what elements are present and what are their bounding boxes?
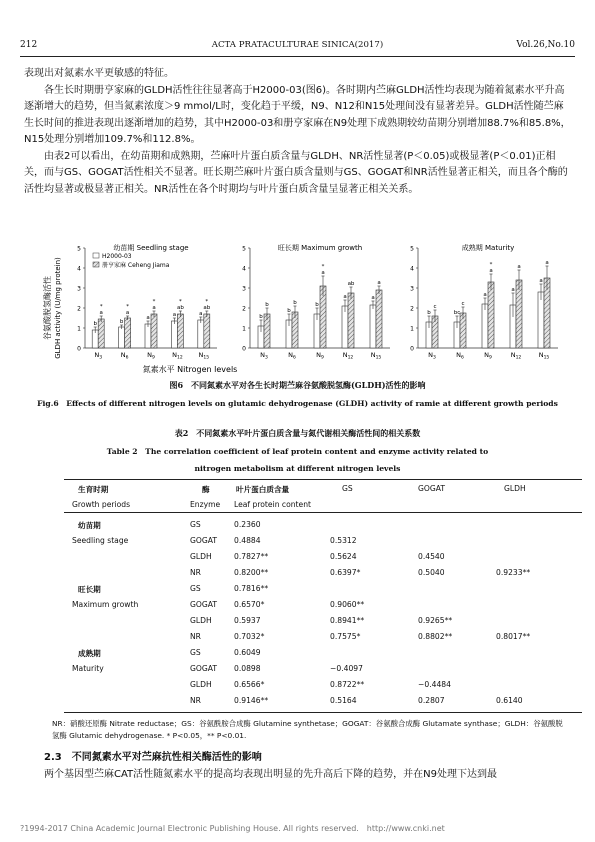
y-tick-label: 5: [242, 245, 246, 253]
gldh-bar-charts: [40, 236, 560, 376]
cell-protein: 0.2360: [234, 520, 261, 529]
cell-gldh: 0.9233**: [496, 568, 531, 577]
y-tick-label: 2: [242, 305, 246, 313]
th-protein-cn: 叶片蛋白质含量: [236, 485, 290, 494]
body-text-top: [24, 66, 572, 198]
y-tick-label: 0: [242, 345, 246, 353]
significance-label: a: [511, 287, 515, 293]
cell-enzyme: GOGAT: [190, 600, 217, 609]
legend-label: H2000-03: [102, 253, 132, 260]
significance-label: b: [265, 302, 269, 308]
cell-protein: 0.0898: [234, 664, 261, 673]
significance-label: a: [199, 311, 203, 317]
table-row: [64, 628, 582, 644]
bar: [198, 320, 204, 348]
table-row: [64, 580, 582, 596]
cell-gs: 0.9060**: [330, 600, 365, 609]
cell-period: 成熟期: [78, 649, 101, 658]
journal-name: ACTA PRATACULTURAE SINICA(2017): [211, 40, 384, 50]
cell-gs: 0.6397*: [330, 568, 361, 577]
table-row: [64, 660, 582, 676]
significance-label: b: [287, 308, 291, 314]
page-number: 212: [20, 40, 38, 50]
significance-label: a: [99, 310, 103, 316]
table-header-rule: [64, 512, 582, 513]
table-body: [64, 516, 582, 708]
table-note-line-1: NR：硝酸还原酶 Nitrate reductase；GS：谷氨酰胺合成酶 Glutamine synthetase；GOGAT：谷氨酸合成酶 Glutamate synthase；GLDH：谷氨酸脱: [52, 719, 563, 728]
th-gs: GS: [342, 484, 353, 493]
bar: [98, 319, 104, 348]
table-row: [64, 548, 582, 564]
significance-label: a: [489, 268, 493, 274]
y-tick-label: 3: [410, 285, 414, 293]
significance-label: *: [321, 264, 325, 270]
panel-title: 成熟期 Maturity: [461, 244, 515, 252]
figure-caption-cn: 图6 不同氮素水平对各生长时期苎麻谷氨酸脱氢酶(GLDH)活性的影响: [169, 380, 426, 390]
significance-label: c: [433, 304, 437, 310]
significance-label: *: [99, 304, 103, 310]
y-axis-label-cn: 谷氨酸脱氢酶活性: [43, 276, 52, 340]
th-enzyme-cn: 酶: [202, 485, 210, 494]
copyright-footer: ?1994-2017 China Academic Journal Electronic Publishing House. All rights reserved. http://www.cnki.net: [20, 824, 445, 833]
x-tick-label: $N_9$: [147, 351, 155, 361]
table-row: [64, 612, 582, 628]
bar: [204, 314, 210, 348]
x-tick-label: $N_3$: [260, 351, 268, 361]
panel-title: 旺长期 Maximum growth: [277, 244, 363, 252]
section-title: 不同氮素水平对苎麻抗性相关酶活性的影响: [71, 752, 262, 763]
table-2: [64, 480, 582, 708]
significance-label: b: [315, 302, 319, 308]
table-title-cn: 表2 不同氮素水平叶片蛋白质含量与氮代谢相关酶活性间的相关系数: [174, 428, 421, 438]
bar: [119, 327, 125, 348]
header-rule: [20, 56, 575, 57]
significance-label: a: [539, 278, 543, 284]
y-tick-label: 1: [242, 325, 246, 333]
table-title-en-2: nitrogen metabolism at different nitrogen levels: [194, 464, 401, 473]
significance-label: a: [371, 295, 375, 301]
y-tick-label: 3: [77, 285, 81, 293]
significance-label: a: [545, 260, 549, 266]
cell-gldh: 0.6140: [496, 696, 523, 705]
panel-title: 幼苗期 Seedling stage: [113, 244, 189, 252]
y-tick-label: 3: [242, 285, 246, 293]
table-row: [64, 644, 582, 660]
cell-protein: 0.7032*: [234, 632, 265, 641]
bar: [145, 324, 151, 348]
bar: [348, 293, 354, 348]
cell-period: 幼苗期: [78, 521, 101, 530]
significance-label: ab: [176, 305, 184, 311]
cell-gs: 0.7575*: [330, 632, 361, 641]
significance-label: *: [126, 304, 129, 310]
cell-gogat: 0.4540: [418, 552, 445, 561]
cell-enzyme: GOGAT: [190, 536, 217, 545]
bar: [125, 318, 131, 348]
cell-enzyme: GLDH: [190, 616, 212, 625]
cell-gogat: 0.9265**: [418, 616, 453, 625]
cell-period: Maximum growth: [72, 600, 139, 609]
x-tick-label: $N_{15}$: [370, 351, 382, 361]
significance-label: *: [152, 299, 156, 305]
volume-issue: Vol.26,No.10: [516, 40, 575, 50]
y-tick-label: 0: [410, 345, 414, 353]
cell-enzyme: GS: [190, 520, 201, 529]
legend-swatch: [93, 253, 99, 258]
th-period-en: Growth periods: [72, 500, 131, 509]
y-tick-label: 0: [77, 345, 81, 353]
cell-gogat: 0.5040: [418, 568, 445, 577]
significance-label: b: [259, 314, 263, 320]
legend-label: 册亨家麻 Ceheng Jiama: [102, 262, 170, 269]
significance-label: b: [93, 321, 97, 327]
y-tick-label: 1: [77, 325, 81, 333]
bar: [342, 306, 348, 348]
table-header-row-cn: [64, 480, 582, 496]
th-gldh: GLDH: [504, 484, 526, 493]
significance-label: a: [343, 294, 347, 300]
cell-enzyme: GS: [190, 584, 201, 593]
cell-gldh: 0.8017**: [496, 632, 531, 641]
cell-enzyme: NR: [190, 632, 201, 641]
cell-enzyme: GLDH: [190, 680, 212, 689]
significance-label: b: [293, 300, 297, 306]
significance-label: a: [321, 270, 325, 276]
cell-enzyme: NR: [190, 696, 201, 705]
table-row: [64, 564, 582, 580]
cell-protein: 0.7827**: [234, 552, 269, 561]
x-tick-label: $N_9$: [316, 351, 324, 361]
significance-label: *: [179, 299, 182, 305]
cell-period: Maturity: [72, 664, 104, 673]
cell-protein: 0.6566*: [234, 680, 265, 689]
bar: [516, 280, 522, 348]
table-title-en-1: Table 2 The correlation coefficient of leaf protein content and enzyme activity related to: [106, 447, 489, 456]
table-row: [64, 596, 582, 612]
figure-6: [40, 236, 560, 376]
x-tick-label: $N_6$: [288, 351, 296, 361]
x-axis-label: 氮素水平 Nitrogen levels: [142, 365, 238, 374]
cell-gs: 0.5164: [330, 696, 357, 705]
bar: [482, 304, 488, 348]
x-tick-label: $N_{12}$: [342, 351, 354, 361]
legend-swatch: [93, 262, 99, 267]
significance-label: a: [483, 292, 487, 298]
x-tick-label: $N_{12}$: [510, 351, 522, 361]
cell-protein: 0.9146**: [234, 696, 269, 705]
cell-enzyme: GOGAT: [190, 664, 217, 673]
x-tick-label: $N_3$: [94, 351, 103, 361]
cell-enzyme: GS: [190, 648, 201, 657]
x-tick-label: $N_6$: [120, 351, 129, 361]
cell-period: Seedling stage: [72, 536, 129, 545]
significance-label: a: [517, 264, 521, 270]
table-bottom-rule: [64, 712, 582, 713]
significance-label: *: [205, 299, 209, 305]
y-tick-label: 2: [410, 305, 414, 313]
y-tick-label: 4: [242, 265, 246, 273]
cell-gs: 0.5312: [330, 536, 357, 545]
y-tick-label: 5: [77, 245, 81, 253]
x-tick-label: $N_{15}$: [538, 351, 550, 361]
significance-label: c: [461, 301, 465, 307]
cell-protein: 0.7816**: [234, 584, 269, 593]
bar: [370, 305, 376, 348]
y-tick-label: 2: [77, 305, 81, 313]
last-paragraph: 两个基因型苎麻CAT活性随氮素水平的提高均表现出明显的先升高后下降的趋势，并在N9处理下达到最: [44, 769, 497, 780]
section-heading: [44, 748, 262, 763]
significance-label: *: [489, 262, 493, 268]
paragraph-2: 各生长时期册亨家麻的GLDH活性往往显著高于H2000-03(图6)。各时期内苎麻GLDH活性均表现为随着氮素水平升高逐渐增大的趋势，但当氮素浓度＞9 mmol/L时，变化趋于平缓，N9、N12和N15处理间没有显著差异。GLDH活性随苎麻生长时间的推进表现出逐渐增加的趋势，其中H2000-03和册亨家麻在N9处理下成熟期较幼苗期分别增加88.7%和85.8%，N15处理分别增加109.7%和112.8%。: [24, 84, 571, 145]
cell-protein: 0.5937: [234, 616, 261, 625]
y-axis-label-en: GLDH activity (U/mg protein): [54, 257, 62, 359]
running-header: [20, 40, 575, 54]
th-protein-en: Leaf protein content: [234, 500, 311, 509]
table-row: [64, 676, 582, 692]
cell-enzyme: GLDH: [190, 552, 212, 561]
table-header-row-en: [64, 496, 582, 512]
cell-protein: 0.6570*: [234, 600, 265, 609]
cell-gs: 0.8722**: [330, 680, 365, 689]
table-row: [64, 532, 582, 548]
significance-label: b: [119, 319, 124, 325]
bar: [376, 290, 382, 348]
table-note-line-2: 氢酶 Glutamic dehydrogenase. * P<0.05，** P<0.01.: [52, 731, 247, 740]
paragraph-3: 由表2可以看出，在幼苗期和成熟期，苎麻叶片蛋白质含量与GLDH、NR活性显著(P＜0.05)或极显著(P＜0.01)正相关，而与GS、GOGAT活性相关不显著。旺长期苎麻叶片蛋白质含量则与GS、GOGAT和NR活性显著正相关，而且各个酶的活性均显著或极显著正相关。NR活性在各个时期均与叶片蛋白质含量呈显著正相关关系。: [24, 150, 568, 195]
th-gogat: GOGAT: [418, 484, 445, 493]
figure-caption-en: Fig.6 Effects of different nitrogen levels on glutamic dehydrogenase (GLDH) activity of ramie at different growth periods: [37, 399, 558, 408]
cell-protein: 0.8200**: [234, 568, 269, 577]
x-tick-label: $N_9$: [484, 351, 492, 361]
bar: [488, 282, 494, 348]
significance-label: a: [125, 310, 130, 316]
significance-label: ab: [203, 305, 211, 311]
bar: [151, 314, 157, 348]
x-tick-label: $N_3$: [428, 351, 436, 361]
cell-period: 旺长期: [78, 585, 101, 594]
cell-gogat: 0.2807: [418, 696, 445, 705]
cell-gs: −0.4097: [330, 664, 363, 673]
cell-gs: 0.8941**: [330, 616, 365, 625]
significance-label: a: [146, 315, 150, 321]
th-enzyme-en: Enzyme: [190, 500, 221, 509]
th-period-cn: 生育时期: [78, 485, 109, 494]
x-tick-label: $N_{12}$: [172, 351, 183, 361]
significance-label: a: [377, 280, 381, 286]
significance-label: ab: [347, 281, 355, 287]
significance-label: a: [152, 305, 156, 311]
y-tick-label: 5: [410, 245, 414, 253]
section-number: 2.3: [44, 752, 62, 763]
significance-label: b: [427, 310, 431, 316]
table-row: [64, 692, 582, 708]
cell-protein: 0.4884: [234, 536, 261, 545]
cell-gs: 0.5624: [330, 552, 357, 561]
cell-gogat: −0.4484: [418, 680, 451, 689]
paragraph-1: 表现出对氮素水平更敏感的特征。: [24, 68, 174, 79]
table-row: [64, 516, 582, 532]
significance-label: bc: [453, 310, 461, 316]
bar: [171, 321, 177, 348]
significance-label: a: [172, 312, 177, 318]
cell-gogat: 0.8802**: [418, 632, 453, 641]
x-tick-label: $N_{15}$: [198, 351, 210, 361]
table-note: [52, 718, 582, 742]
x-tick-label: $N_6$: [456, 351, 464, 361]
bar: [538, 292, 544, 348]
y-tick-label: 4: [410, 265, 414, 273]
cell-protein: 0.6049: [234, 648, 261, 657]
bar: [177, 314, 183, 348]
cell-enzyme: NR: [190, 568, 201, 577]
y-tick-label: 1: [410, 325, 414, 333]
y-tick-label: 4: [77, 265, 81, 273]
